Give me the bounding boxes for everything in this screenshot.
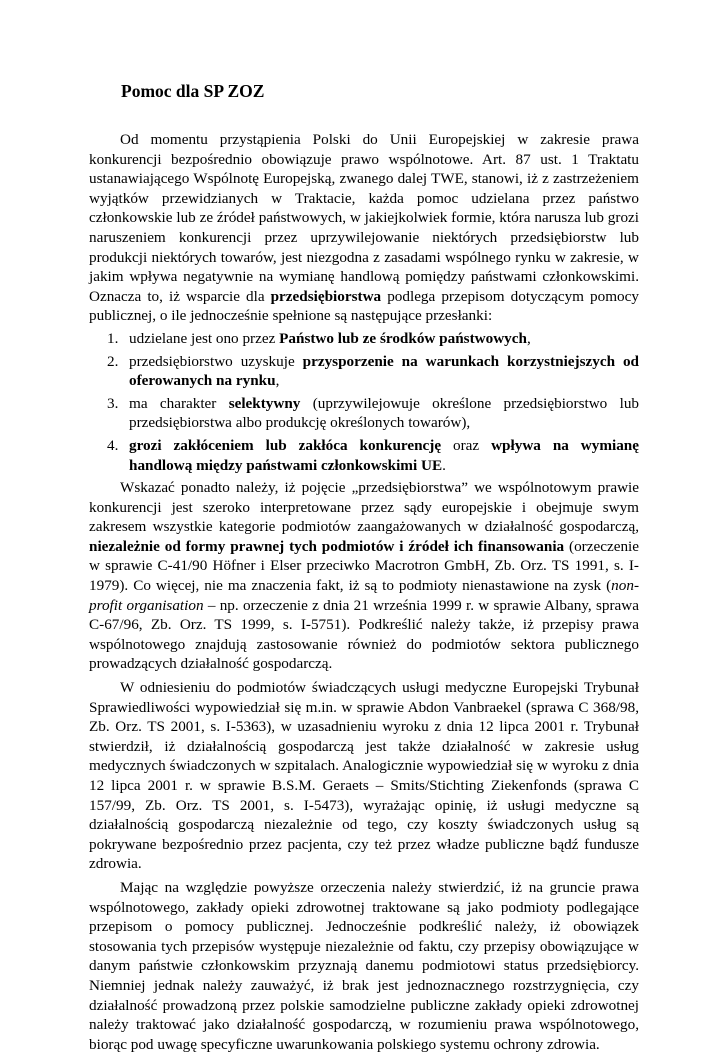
paragraph-intro-text-1: Od momentu przystąpienia Polski do Unii Europejskiej w zakresie prawa konkurencji bezpośrednio obowiązuje prawo wspólnotowe. Art. 87 ust. 1 Traktatu ustanawiającego Wspólnotę Europejską, zwanego dalej TWE, stanowi, iż z zastrzeżeniem wyjątków przewidzianych w Traktacie, każda pomoc udzielana przez państwo członkowskie lub ze źródeł państwowych, w jakiejkolwiek formie, która narusza lub grozi naruszeniem konkurencji przez uprzywilejowanie niektórych przedsiębiorstw lub produkcji niektórych towarów, jest niezgodna z zasadami wspólnego rynku w zakresie, w jakim wpływa negatywnie na wymianę handlową pomiędzy państwami członkowskimi. Oznacza to, iż wsparcie dla [89, 131, 639, 305]
list-item [89, 329, 639, 349]
paragraph-intro-bold: przedsiębiorstwa [270, 287, 382, 305]
paragraph-intro [89, 130, 639, 326]
list-item-text: ma charakter [129, 394, 229, 412]
list-item-bold: wpływa na wymianę handlową między państwami członkowskimi UE [129, 436, 639, 474]
list-item [89, 394, 639, 433]
page-title: Pomoc dla SP ZOZ [121, 81, 265, 101]
paragraph-bold: niezależnie od formy prawnej tych podmiotów i źródeł ich finansowania [89, 537, 565, 555]
list-item-text: . [442, 456, 446, 474]
list-item-number: 1. [107, 329, 119, 347]
list-item-number: 3. [107, 394, 119, 412]
list-item-bold: grozi zakłóceniem lub zakłóca konkurencję [129, 436, 442, 454]
paragraph-text: Wskazać ponadto należy, iż pojęcie „przedsiębiorstwa” we wspólnotowym prawie konkurencji jest szeroko interpretowane przez sądy europejskie i obejmuje swym zakresem wszystkie kategorie podmiotów zaangażowanych w działalność gospodarczą, [89, 479, 639, 536]
list-item-text: (uprzywilejowuje określone przedsiębiorstwo lub przedsiębiorstwa albo produkcję określonych towarów), [129, 394, 640, 432]
document-body [89, 130, 639, 1054]
list-item-bold: przysporzenie na warunkach korzystniejszych od oferowanych na rynku [129, 352, 639, 390]
list-item-number: 2. [107, 352, 119, 370]
paragraph-enterprise-concept [89, 478, 639, 674]
list-item-text: przedsiębiorstwo uzyskuje [129, 352, 303, 370]
conditions-list [89, 329, 639, 475]
paragraph-text: – np. orzeczenie z dnia 21 września 1999 r. w sprawie Albany, sprawa C-67/96, Zb. Orz. TS 1999, s. I-5751). Podkreślić należy także, iż przepisy prawa wspólnotowego znajdują zastosowanie również do podmiotów sektora publicznego prowadzących działalność gospodarczą. [89, 596, 639, 673]
list-item [89, 436, 639, 475]
paragraph-conclusion: Mając na względzie powyższe orzeczenia należy stwierdzić, iż na gruncie prawa wspólnotowego, zakłady opieki zdrowotnej traktowane są jako podmioty podlegające przepisom o pomocy publicznej. Jednocześnie podkreślić należy, iż obowiązek stosowania tych przepisów występuje niezależnie od faktu, czy przepisy obowiązujące w danym państwie członkowskim przyznają danemu podmiotowi status przedsiębiorcy. Niemniej jednak należy zauważyć, iż brak jest jednoznacznego rozstrzygnięcia, czy działalność prowadzoną przez polskie samodzielne publiczne zakłady opieki zdrowotnej należy traktować jako działalność gospodarczą, w rozumieniu prawa wspólnotowego, biorąc pod uwagę specyficzne uwarunkowania polskiego systemu ochrony zdrowia. [89, 878, 639, 1053]
paragraph-italic: non-profit organisation [89, 577, 639, 614]
paragraph-text: (orzeczenie w sprawie C-41/90 Höfner i Elser przeciwko Macrotron GmbH, Zb. Orz. TS 1991, s. I-1979). Co więcej, nie ma znaczenia fakt, iż są to podmioty nienastawione na zysk ( [89, 537, 639, 595]
list-item-text: , [275, 372, 280, 390]
list-item-text: , [526, 329, 531, 347]
list-item-text: oraz [441, 436, 492, 454]
list-item-number: 4. [107, 436, 119, 454]
paragraph-intro-text-2: podlega przepisom dotyczącym pomocy publicznej, o ile jednocześnie spełnione są następujące przesłanki: [89, 287, 639, 325]
list-item [89, 352, 639, 391]
list-item-text: udzielane jest ono przez [129, 329, 280, 347]
list-item-bold: selektywny [228, 394, 301, 412]
paragraph-medical-services: W odniesieniu do podmiotów świadczących usługi medyczne Europejski Trybunał Sprawiedliwości wypowiedział się m.in. w sprawie Abdon Vanbraekel (sprawa C 368/98, Zb. Orz. TS 2001, s. I-5363), w uzasadnieniu wyroku z dnia 12 lipca 2001 r. Trybunał stwierdził, iż działalnością gospodarczą jest także działalność w zakresie usług medycznych świadczonych w szpitalach. Analogicznie wypowiedział się w wyroku z dnia 12 lipca 2001 r. w sprawie B.S.M. Geraets – Smits/Stichting Ziekenfonds (sprawa C 157/99, Zb. Orz. TS 2001, s. I-5473), wyrażając opinię, iż usługi medyczne są działalnością gospodarczą niezależnie od tego, czy koszty świadczonych usług są pokrywane bezpośrednio przez pacjenta, czy też przez władze publiczne bądź fundusze zdrowia. [89, 679, 639, 873]
list-item-bold: Państwo lub ze środków państwowych [279, 329, 527, 347]
